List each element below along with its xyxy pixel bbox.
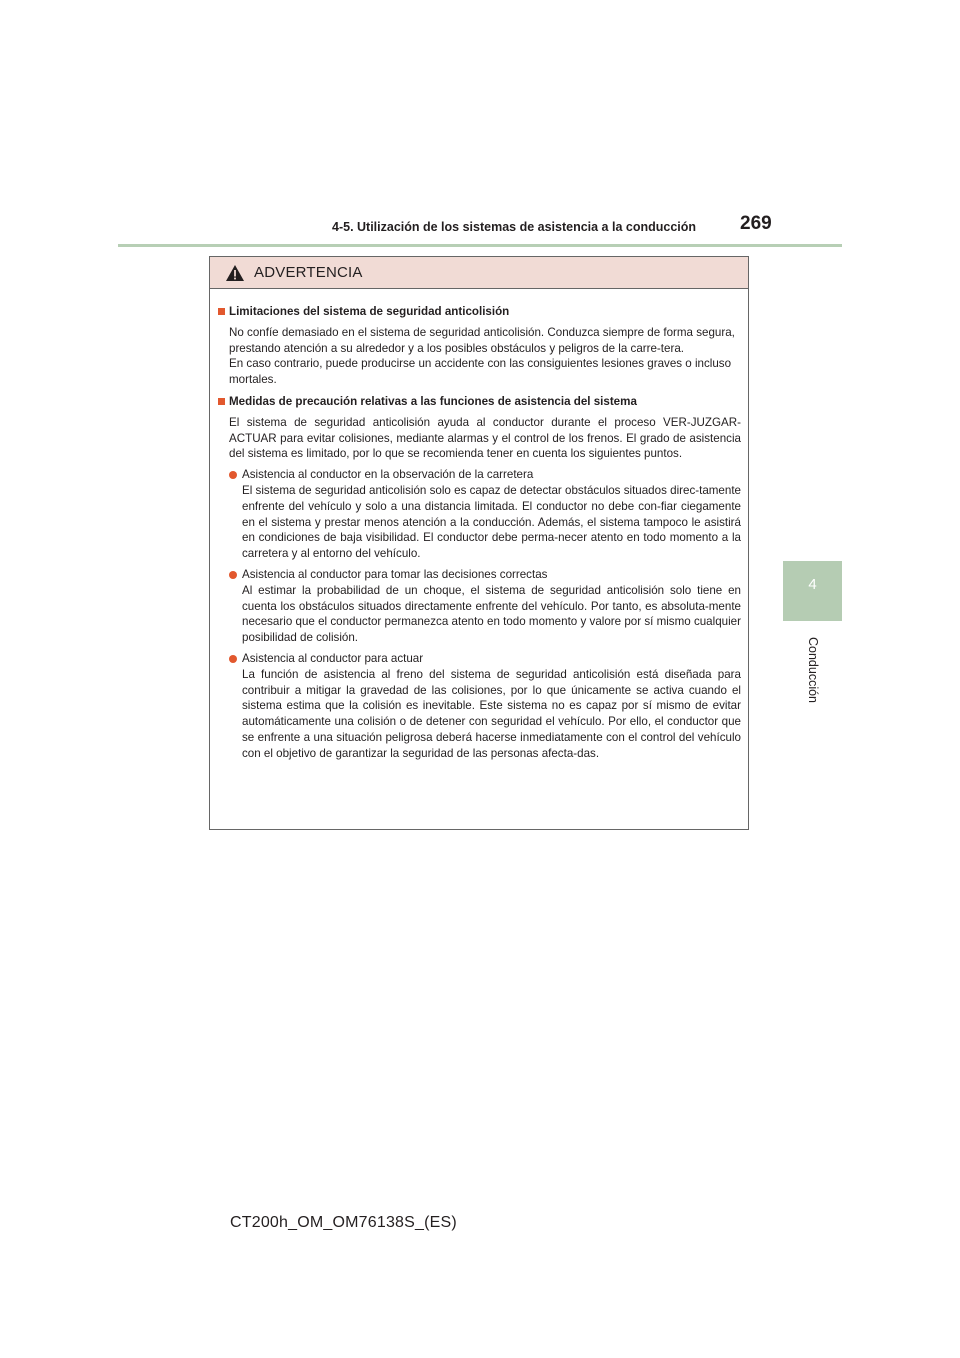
page-number: 269 (740, 213, 772, 234)
chapter-side-label: Conducción (806, 636, 820, 703)
paragraph-text: No confíe demasiado en el sistema de seguridad anticolisión. Conduzca siempre de forma segura, prestando atención a su alrededor y a los posibles obstáculos y peligros de la carre-tera. (229, 325, 735, 355)
section-heading-text: Limitaciones del sistema de seguridad anticolisión (229, 305, 510, 318)
warning-header (210, 257, 748, 289)
list-item (218, 467, 741, 562)
bullet-title: Asistencia al conductor para actuar (242, 651, 424, 665)
bullet-title: Asistencia al conductor en la observación de la carretera (242, 468, 534, 482)
document-code: CT200h_OM_OM76138S_(ES) (230, 1214, 457, 1231)
section-heading (218, 304, 741, 320)
square-bullet-icon (218, 398, 225, 405)
chapter-tab (783, 561, 842, 621)
list-item (218, 567, 741, 646)
running-header: 4-5. Utilización de los sistemas de asistencia a la conducción (332, 220, 697, 234)
section-paragraph: El sistema de seguridad anticolisión ayuda al conductor durante el proceso VER-JUZGAR-ACTUAR para evitar colisiones, mediante alarmas y el control de los frenos. El grado de asistencia del sistema es limitado, por lo que se recomienda tener en cuenta los siguientes puntos. (229, 415, 741, 461)
bullet-body: El sistema de seguridad anticolisión solo es capaz de detectar obstáculos situados direc-tamente enfrente del vehículo y solo a una distancia limitada. El conductor no debe con-fiar ciegamente en el sistema y prestar menos atención a la conducción. Además, el sistema tampoco le asistirá en condiciones de baja visibilidad. El conductor debe perma-necer atento en todo momento a la carretera y al entorno del vehículo. (242, 483, 741, 561)
chapter-number: 4 (808, 576, 817, 593)
paragraph-text: En caso contrario, puede producirse un accidente con las consiguientes lesiones graves o incluso mortales. (229, 357, 732, 387)
round-bullet-icon (229, 471, 237, 479)
section-heading (218, 394, 741, 410)
list-item (218, 651, 741, 762)
section-heading-text: Medidas de precaución relativas a las funciones de asistencia del sistema (229, 394, 637, 408)
bullet-body: Al estimar la probabilidad de un choque, el sistema de seguridad anticolisión solo tiene en cuenta los obstáculos situados directamente enfrente del vehículo. Por tanto, es absoluta-mente necesario que el conductor permanezca atento en todo momento y valore por sí mismo cualquier posibilidad de colisión. (242, 583, 741, 645)
bullet-title: Asistencia al conductor para tomar las decisiones correctas (242, 567, 548, 581)
header-rule (118, 244, 842, 247)
warning-title: ADVERTENCIA (254, 264, 363, 281)
bullet-body: La función de asistencia al freno del sistema de seguridad anticolisión está diseñada para contribuir a mitigar la gravedad de las colisiones, por lo que únicamente se activa cuando el sistema estima que la colisión es inevitable. Este sistema no es capaz por sí mismo de evitar automáticamente una colisión o de detener con seguridad el vehículo. Por ello, el conductor que se enfrente a una situación peligrosa deberá hacerse inmediatamente con el control del vehículo con el objetivo de garantizar la seguridad de las personas afecta-das. (242, 667, 741, 760)
square-bullet-icon (218, 308, 225, 315)
section-paragraph (218, 325, 741, 388)
round-bullet-icon (229, 571, 237, 579)
warning-box (209, 256, 749, 830)
warning-triangle-icon (225, 264, 245, 282)
warning-body (210, 289, 748, 762)
round-bullet-icon (229, 655, 237, 663)
